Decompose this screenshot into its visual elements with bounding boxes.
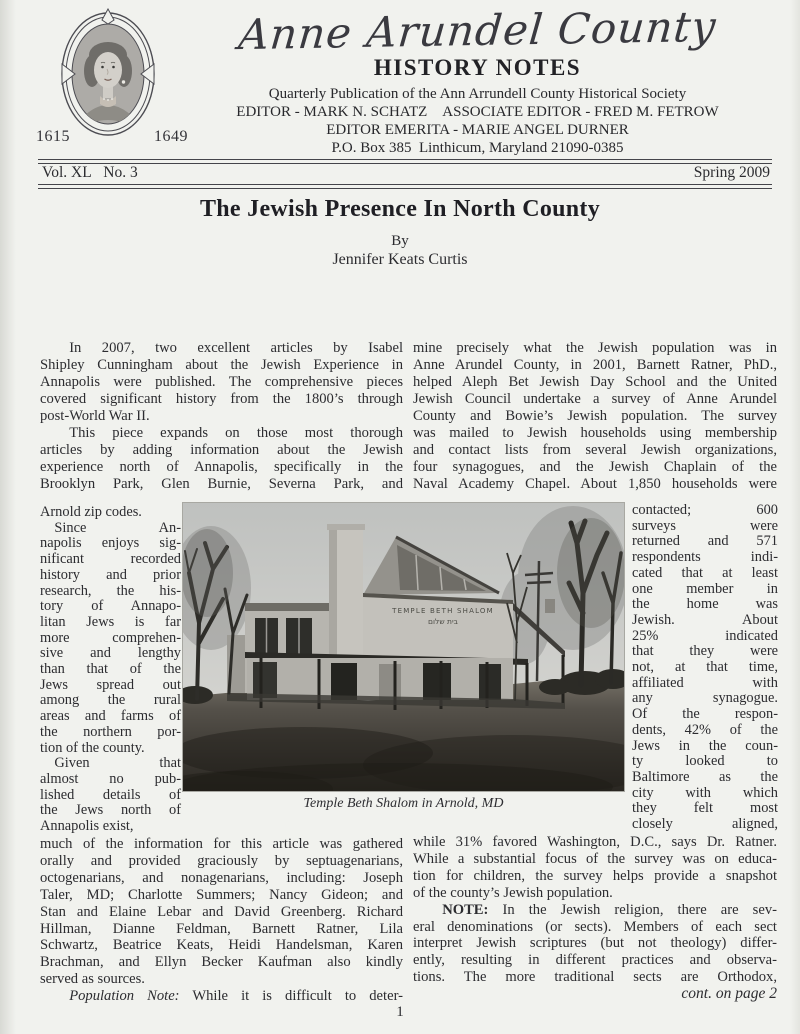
text-line: litan Jews is far: [40, 613, 181, 630]
left-tree-canopy: [183, 529, 233, 617]
text-line: interpret Jewish scriptures (but not theology) differ-: [413, 935, 777, 952]
text-line: In 2007, two excellent articles by Isabel: [40, 340, 403, 356]
text-line: one member in: [632, 580, 778, 597]
text-line: octogenarians, and nonagenarians, including: Joseph: [40, 869, 403, 886]
issue-season: Spring 2009: [693, 164, 770, 181]
paragraph: [40, 340, 403, 425]
text-line: not, at that time,: [632, 659, 778, 676]
right-column-top: [413, 340, 777, 493]
paragraph: [40, 425, 403, 493]
text-line: Stan and Elaine Lebar and David Greenberg. Richard: [40, 903, 403, 920]
text-line: Brachman, and Ellyn Becker Kaufman also kindly: [40, 954, 403, 971]
portrait-vignette: [28, 4, 188, 146]
text-line: post-World War II.: [40, 408, 150, 424]
text-line: of the county’s Jewish population.: [413, 884, 613, 901]
text-line: Brooklyn Park, Glen Burnie, Severna Park, and: [40, 476, 403, 492]
text-line: nificant recorded: [40, 551, 181, 568]
text-line: was mailed to Jewish households using membership: [413, 425, 777, 441]
issue-bar: [42, 164, 770, 182]
text-line: 25% indicated: [632, 627, 778, 644]
text-line: tion for children, the survey helps provide a snapshot: [413, 867, 777, 884]
population-note-label: Population Note:: [40, 988, 180, 1005]
text-line: and contact lists from several Jewish organizations,: [413, 442, 777, 458]
text-line: than that of the: [40, 661, 181, 678]
portrait-date-death: 1649: [154, 128, 188, 145]
continuation-note: cont. on page 2: [681, 985, 777, 1002]
text-line: Of the respon-: [632, 706, 778, 723]
text-line: among the rural: [40, 692, 181, 709]
text-line: Annapolis were published. The comprehensive pieces: [40, 374, 403, 390]
text-line: Naval Academy Chapel. About 1,850 households were: [413, 476, 777, 492]
temple-photo-illustration: [183, 503, 624, 791]
text-line: Jews spread out: [40, 676, 181, 693]
text-line: any synagogue.: [632, 690, 778, 707]
byline-label: By: [391, 233, 409, 249]
text-line: the northern por-: [40, 723, 181, 740]
text-line: Jews in the coun-: [632, 737, 778, 754]
article-title: The Jewish Presence In North County: [199, 196, 601, 222]
paragraph: [40, 836, 403, 988]
temple-beth-shalom-photo: [183, 503, 624, 791]
population-note-text: While it is difficult to deter-: [179, 988, 403, 1005]
right-column-narrow: [632, 503, 778, 833]
editor-emerita-line: EDITOR EMERITA - MARIE ANGEL DURNER: [326, 122, 629, 138]
text-line: Jewish. About: [632, 611, 778, 628]
rule-bottom: [38, 184, 772, 189]
text-line: Arnold zip codes.: [40, 504, 142, 520]
scan-edge-right: [790, 0, 800, 1034]
text-line: closely aligned,: [632, 816, 778, 833]
text-line: research, the his-: [40, 582, 181, 599]
text-line: Annapolis exist,: [40, 818, 134, 835]
text-line: four synagogues, and the Jewish Chaplain of the: [413, 459, 777, 475]
population-note-line: [40, 988, 403, 1005]
note-label: NOTE:: [413, 901, 489, 918]
paragraph: [40, 521, 181, 757]
paragraph: [40, 505, 181, 521]
text-line: Jewish Council undertake a survey of Anne Arundel: [413, 391, 777, 407]
text-line: Shipley Cunningham about the Jewish Experience in: [40, 357, 403, 373]
text-line: that they were: [632, 643, 778, 660]
page-number: 1: [396, 1004, 404, 1020]
text-line: orally and provided graciously by septuagenarians,: [40, 852, 403, 869]
text-line: Baltimore as the: [632, 768, 778, 785]
text-line: ently, resulting in different practices and observa-: [413, 952, 777, 969]
masthead: [185, 1, 770, 157]
photo-caption: Temple Beth Shalom in Arnold, MD: [303, 796, 504, 811]
text-line: dents, 42% of the: [632, 721, 778, 738]
left-column-bottom: [40, 836, 403, 1005]
text-line: much of the information for this article was gathered: [40, 836, 403, 852]
text-line: tions. The more traditional sects are Orthodox,: [413, 969, 777, 986]
article-author: Jennifer Keats Curtis: [332, 251, 468, 268]
text-line: almost no pub-: [40, 770, 181, 787]
text-line: Given that: [40, 755, 181, 772]
text-line: affiliated with: [632, 674, 778, 691]
paragraph: [413, 340, 777, 493]
text-line: experience north of Annapolis, specifically in the: [40, 459, 403, 475]
newsletter-subtitle: HISTORY NOTES: [373, 55, 582, 80]
scan-edge-left: [0, 0, 16, 1034]
right-tree-canopy: [557, 518, 624, 628]
text-line: helped Aleph Bet Jewish Day School and the United: [413, 374, 777, 390]
volume-number: Vol. XL No. 3: [42, 164, 138, 181]
text-line: respondents indi-: [632, 549, 778, 566]
text-line: more comprehen-: [40, 629, 181, 646]
text-line: while 31% favored Washington, D.C., says Dr. Ratner.: [413, 834, 777, 850]
text-line: ty looked to: [632, 753, 778, 770]
text-line: Anne Arundel County, in 2001, Barnett Ratner, PhD.,: [413, 357, 777, 373]
editors-line: EDITOR - MARK N. SCHATZ ASSOCIATE EDITOR - FRED M. FETROW: [236, 104, 719, 120]
paragraph: [413, 834, 777, 902]
publication-line: Quarterly Publication of the Ann Arrundell County Historical Society: [268, 86, 687, 102]
text-line: history and prior: [40, 566, 181, 583]
left-column-narrow: [40, 505, 181, 835]
paragraph: [413, 919, 777, 987]
text-line: the home was: [632, 596, 778, 613]
paragraph: [40, 756, 181, 835]
text-line: This piece expands on those most thorough: [40, 425, 403, 441]
right-column-bottom: [413, 834, 777, 986]
text-line: areas and farms of: [40, 708, 181, 725]
text-line: cated that at least: [632, 564, 778, 581]
text-line: sive and lengthy: [40, 645, 181, 662]
note-text: In the Jewish religion, there are sev-: [488, 901, 777, 918]
text-line: articles by adding information about the Jewish: [40, 442, 403, 458]
portrait-date-birth: 1615: [36, 128, 70, 145]
text-line: Hillman, Dianne Feldman, Barnett Ratner, Lila: [40, 920, 403, 937]
temple-sign-text: TEMPLE BETH SHALOM: [392, 607, 494, 615]
text-line: tion of the county.: [40, 739, 145, 756]
text-line: returned and 571: [632, 533, 778, 550]
pole-sign: [545, 599, 555, 613]
text-line: Taler, MD; Charlotte Summers; Nancy Gideon; and: [40, 886, 403, 903]
text-line: County and Bowie’s Jewish population. The survey: [413, 408, 777, 424]
text-line: the Jews north of: [40, 802, 181, 819]
text-line: Schwartz, Beatrice Keats, Heidi Handelsman, Karen: [40, 937, 403, 954]
left-column-top: [40, 340, 403, 493]
text-line: they felt most: [632, 800, 778, 817]
text-line: napolis enjoys sig-: [40, 535, 181, 552]
text-line: contacted; 600: [632, 502, 778, 518]
text-line: tory of Annapo-: [40, 598, 181, 615]
anne-arundel-portrait-illustration: [58, 8, 158, 142]
text-line: mine precisely what the Jewish population was in: [413, 340, 777, 356]
newsletter-script-title: Anne Arundel County: [236, 1, 719, 60]
text-line: city with which: [632, 784, 778, 801]
foreground-shadow: [183, 727, 624, 791]
text-line: lished details of: [40, 786, 181, 803]
text-line: While a substantial focus of the survey was on educa-: [413, 850, 777, 867]
temple-sign-hebrew-text: בית שלום: [428, 617, 458, 626]
text-line: eral denominations (or sects). Members of each sect: [413, 918, 777, 935]
text-line: served as sources.: [40, 971, 145, 988]
note-line: [413, 902, 777, 919]
text-line: Since An-: [40, 519, 181, 536]
address-line: P.O. Box 385 Linthicum, Maryland 21090-0385: [331, 140, 624, 156]
paragraph: [632, 503, 778, 833]
text-line: surveys were: [632, 517, 778, 534]
text-line: covered significant history from the 1800’s through: [40, 391, 403, 407]
